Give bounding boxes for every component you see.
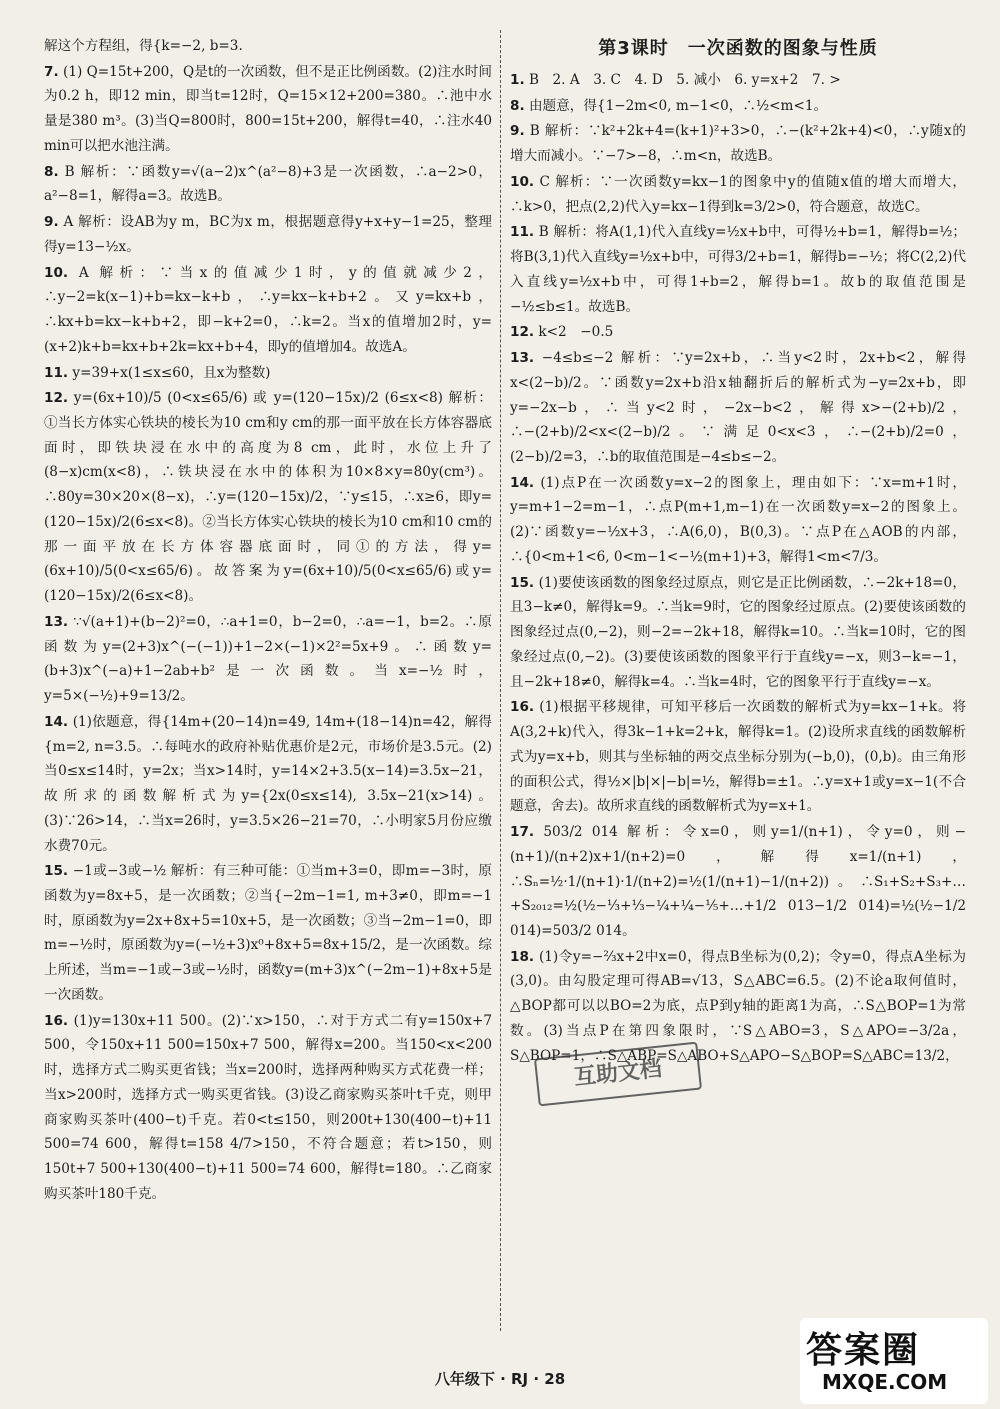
problem-text: ∵√(a+1)+(b−2)²=0，∴a+1=0，b−2=0，∴a=−1，b=2。∴原函数为y=(2+3)x^(−(−1))+1−2×(−1)×2²=5x+9。∴函数y=(b+3)x^(−a)+1−2ab+b²是一次函数。当x=−½时，y=5×(−½)+9=13/2。: [44, 613, 492, 705]
problem-text: y=39+x(1≤x≤60，且x为整数): [72, 364, 271, 381]
problem-text: k<2 −0.5: [538, 324, 614, 341]
problem-left-6: [44, 386, 492, 609]
problem-text: (1) Q=15t+200，Q是t的一次函数，但不是正比例函数。(2)注水时间为0.2 h，即12 min，即当t=12时，Q=15×12+200=380。∴池中水量是380 m³。(3)当Q=800时，800=15t+200，解得t=40，∴注水40 min可以把水池注满。: [44, 63, 492, 154]
problem-number: 15.: [44, 863, 69, 880]
problem-number: 8.: [44, 163, 59, 180]
problem-right-4: [510, 220, 966, 319]
problem-right-8: [510, 571, 966, 695]
right-column: [510, 34, 966, 1068]
page-footer: 八年级下 · RJ · 28: [434, 1370, 566, 1388]
problem-text: A 解析：∵当x的值减少1时，y的值就减少2，∴y−2=k(x−1)+b=kx−k+b，∴y=kx−k+b+2。又y=kx+b，∴kx+b=kx−k+b+2，即−k+2=0，∴k=2。当x的值增加2时，y=(x+2)k+b=kx+b+2k=kx+b+4，即y的值增加4。故选A。: [44, 264, 492, 355]
problem-left-4: [44, 261, 492, 360]
problem-number: 10.: [510, 173, 535, 190]
problem-left-3: [44, 210, 492, 259]
problem-text: −1或−3或−½ 解析：有三种可能：①当m+3=0，即m=−3时，原函数为y=8x+5，是一次函数；②当{−2m−1=1, m+3≠0，即m=−1时，原函数为y=2x+8x+5=10x+5，是一次函数；③当−2m−1=0，即m=−½时，原函数为y=(−½+3)x⁰+8x+5=8x+15/2，是一次函数。综上所述，当m=−1或−3或−½时，函数y=(m+3)x^(−2m−1)+8x+5是一次函数。: [44, 863, 492, 1003]
problem-right-0: [510, 68, 966, 93]
problem-number: 17.: [510, 824, 535, 841]
problem-left-2: [44, 160, 492, 209]
problem-text: (1)y=130x+11 500。(2)∵x>150，∴对于方式二有y=150x+7 500，令150x+11 500=150x+7 500，解得x=200。当150<x<200时，选择方式二购买更省钱；当x=200时，选择两种购买方式花费一样；当x>200时，选择方式一购买更省钱。(3)设乙商家购买茶叶t千克，则甲商家购买茶叶(400−t)千克。若0<t≤150，则200t+130(400−t)+11 500=74 600，解得t=158 4/7>150，不符合题意；若t>150，则150t+7 500+130(400−t)+11 500=74 600，解得t=180。∴乙商家购买茶叶180千克。: [44, 1012, 493, 1202]
problem-text: y=(6x+10)/5 (0<x≤65/6) 或 y=(120−15x)/2 (6≤x<8) 解析：①当长方体实心铁块的棱长为10 cm和y cm的那一面平放在长方体容器底面时，即铁块浸在水中的高度为8 cm，此时，水位上升了(8−x)cm(x<8)，∴铁块浸在水中的体积为10×8×y=80y(cm³)。∴80y=30×20×(8−x)，∴y=(120−15x)/2，∵y≤15，∴x≥6，即y=(120−15x)/2(6≤x<8)。②当长方体实心铁块的棱长为10 cm和10 cm的那一面平放在长方体容器底面时，同①的方法，得y=(6x+10)/5(0<x≤65/6)。故答案为y=(6x+10)/5(0<x≤65/6)或y=(120−15x)/2(6≤x<8)。: [44, 390, 492, 605]
problem-right-2: [510, 119, 966, 168]
problem-left-5: [44, 361, 492, 386]
problem-left-1: [44, 60, 492, 159]
problem-number: 16.: [510, 699, 535, 716]
right-problems: [510, 68, 966, 1068]
problem-right-9: [510, 695, 966, 819]
column-divider: [500, 30, 501, 1331]
problem-number: 7.: [44, 63, 59, 80]
problem-text: A 解析：设AB为y m，BC为x m，根据题意得y+x+y−1=25，整理得y=13−½x。: [44, 214, 493, 255]
problem-number: 12.: [510, 324, 535, 341]
problem-number: 14.: [510, 474, 535, 491]
problem-left-0: [44, 34, 492, 59]
problem-text: 解这个方程组，得{k=−2, b=3.: [44, 38, 243, 54]
watermark-logo: [800, 1318, 988, 1404]
problem-text: B 解析：∵k²+2k+4=(k+1)²+3>0，∴−(k²+2k+4)<0，∴y随x的增大而减小。∵−7>−8，∴m<n，故选B。: [510, 123, 966, 165]
problem-number: 18.: [510, 948, 535, 965]
problem-number: 13.: [44, 613, 69, 630]
problem-number: 8.: [510, 97, 525, 114]
problem-text: C 解析：∵一次函数y=kx−1的图象中y的值随x值的增大而增大，∴k>0，把点(2,2)代入y=kx−1得到k=3/2>0，符合题意，故选C。: [510, 173, 966, 215]
problem-number: 9.: [510, 123, 525, 140]
problem-right-11: [510, 945, 966, 1069]
problem-number: 11.: [510, 224, 535, 241]
problem-number: 15.: [510, 574, 535, 591]
problem-text: 由题意，得{1−2m<0, m−1<0，∴½<m<1。: [528, 97, 828, 114]
problem-number: 14.: [44, 713, 69, 730]
problem-number: 13.: [510, 350, 535, 367]
problem-number: 1.: [510, 72, 525, 88]
problem-text: (1)令y=−⅔x+2中x=0，得点B坐标为(0,2)；令y=0，得点A坐标为(3,0)。由勾股定理可得AB=√13，S△ABC=6.5。(2)不论a取何值时，△BOP都可以以BO=2为底，点P到y轴的距离1为高，∴S△BOP=1为常数。(3)当点P在第四象限时，∵S△ABO=3，S△APO=−3/2a，S△BOP=1，∴S△ABP=S△ABO+S△APO−S△BOP=S△ABC=13/2，: [510, 948, 966, 1064]
watermark-url: MXQE.COM: [822, 1370, 948, 1394]
problem-right-10: [510, 820, 966, 944]
watermark-logo-text: 答案圈: [806, 1330, 921, 1371]
left-column: [44, 34, 492, 1207]
problem-number: 16.: [44, 1012, 69, 1029]
problem-left-8: [44, 710, 492, 858]
problem-text: (1)要使该函数的图象经过原点，则它是正比例函数，∴−2k+18=0，且3−k≠0，解得k=9。∴当k=9时，它的图象经过原点。(2)要使该函数的图象经过点(0,−2)，则−2=−2k+18，解得k=10。∴当k=10时，它的图象经过点(0,−2)。(3)要使该函数的图象平行于直线y=−x，则3−k=−1，且−2k+18≠0，解得k=4。∴当k=4时，它的图象平行于直线y=−x。: [510, 574, 966, 690]
problem-text: B 2. A 3. C 4. D 5. 减小 6. y=x+2 7. >: [528, 72, 841, 88]
problem-text: (1)点P在一次函数y=x−2的图象上，理由如下：∵x=m+1时，y=m+1−2=m−1，∴点P(m+1,m−1)在一次函数y=x−2的图象上。(2)∵函数y=−½x+3，∴A(6,0)，B(0,3)。∵点P在△AOB的内部，∴{0<m+1<6, 0<m−1<−½(m+1)+3，解得1<m<7/3。: [510, 474, 966, 565]
problem-text: −4≤b≤−2 解析：∵y=2x+b，∴当y<2时，2x+b<2，解得x<(2−b)/2。∵函数y=2x+b沿x轴翻折后的解析式为−y=2x+b，即y=−2x−b，∴当y<2时，−2x−b<2，解得x>−(2+b)/2，∴−(2+b)/2<x<(2−b)/2。∵满足0<x<3，∴−(2+b)/2=0，(2−b)/2=3，∴b的取值范围是−4≤b≤−2。: [510, 350, 966, 466]
lesson-heading: 第3课时 一次函数的图象与性质: [598, 38, 878, 59]
problem-text: (1)依题意，得{14m+(20−14)n=49, 14m+(18−14)n=42，解得{m=2, n=3.5。∴每吨水的政府补贴优惠价是2元，市场价是3.5元。(2)当0≤x≤14时，y=2x；当x>14时，y=14×2+3.5(x−14)=3.5x−21，故所求的函数解析式为y={2x(0≤x≤14), 3.5x−21(x>14)。(3)∵26>14，∴当x=26时，y=3.5×26−21=70，∴小明家5月份应缴水费70元。: [44, 713, 492, 854]
problem-left-7: [44, 610, 492, 709]
problem-text: B 解析：将A(1,1)代入直线y=½x+b中，可得½+b=1，解得b=½；将B(3,1)代入直线y=½x+b中，可得3/2+b=1，解得b=−½；将C(2,2)代入直线y=½x+b中，可得1+b=2，解得b=1。故b的取值范围是−½≤b≤1。故选B。: [510, 224, 966, 315]
problem-number: 11.: [44, 364, 69, 381]
problem-number: 9.: [44, 214, 59, 231]
problem-right-6: [510, 346, 966, 470]
problem-right-5: [510, 320, 966, 345]
handwritten-stamp: 互助文档: [534, 1042, 702, 1107]
problem-number: 12.: [44, 390, 69, 407]
problem-text: 503/2 014 解析：令x=0，则y=1/(n+1)，令y=0，则−(n+1)/(n+2)x+1/(n+2)=0，解得x=1/(n+1)，∴Sₙ=½·1/(n+1)·1/(n+2)=½(1/(n+1)−1/(n+2))。∴S₁+S₂+S₃+…+S₂₀₁₂=½(½−⅓+⅓−¼+¼−⅕+…+1/2 013−1/2 014)=½(½−1/2 014)=503/2 014。: [510, 824, 966, 939]
problem-right-1: [510, 94, 966, 119]
problem-left-10: [44, 1009, 492, 1207]
problem-right-7: [510, 471, 966, 570]
problem-text: (1)根据平移规律，可知平移后一次函数的解析式为y=kx−1+k。将A(3,2+k)代入，得3k−1+k=2+k，解得k=1。(2)设所求直线的函数解析式为y=x+b，则其与坐标轴的两交点坐标分别为(−b,0)，(0,b)。由三角形的面积公式，得½×|b|×|−b|=½，解得b=±1。∴y=x+1或y=x−1(不合题意，舍去)。故所求直线的函数解析式为y=x+1。: [510, 699, 966, 815]
problem-number: 10.: [44, 264, 69, 281]
problem-left-9: [44, 859, 492, 1007]
problem-right-3: [510, 170, 966, 219]
problem-text: B 解析：∵函数y=√(a−2)x^(a²−8)+3是一次函数，∴a−2>0，a²−8=1，解得a=3。故选B。: [44, 163, 492, 205]
